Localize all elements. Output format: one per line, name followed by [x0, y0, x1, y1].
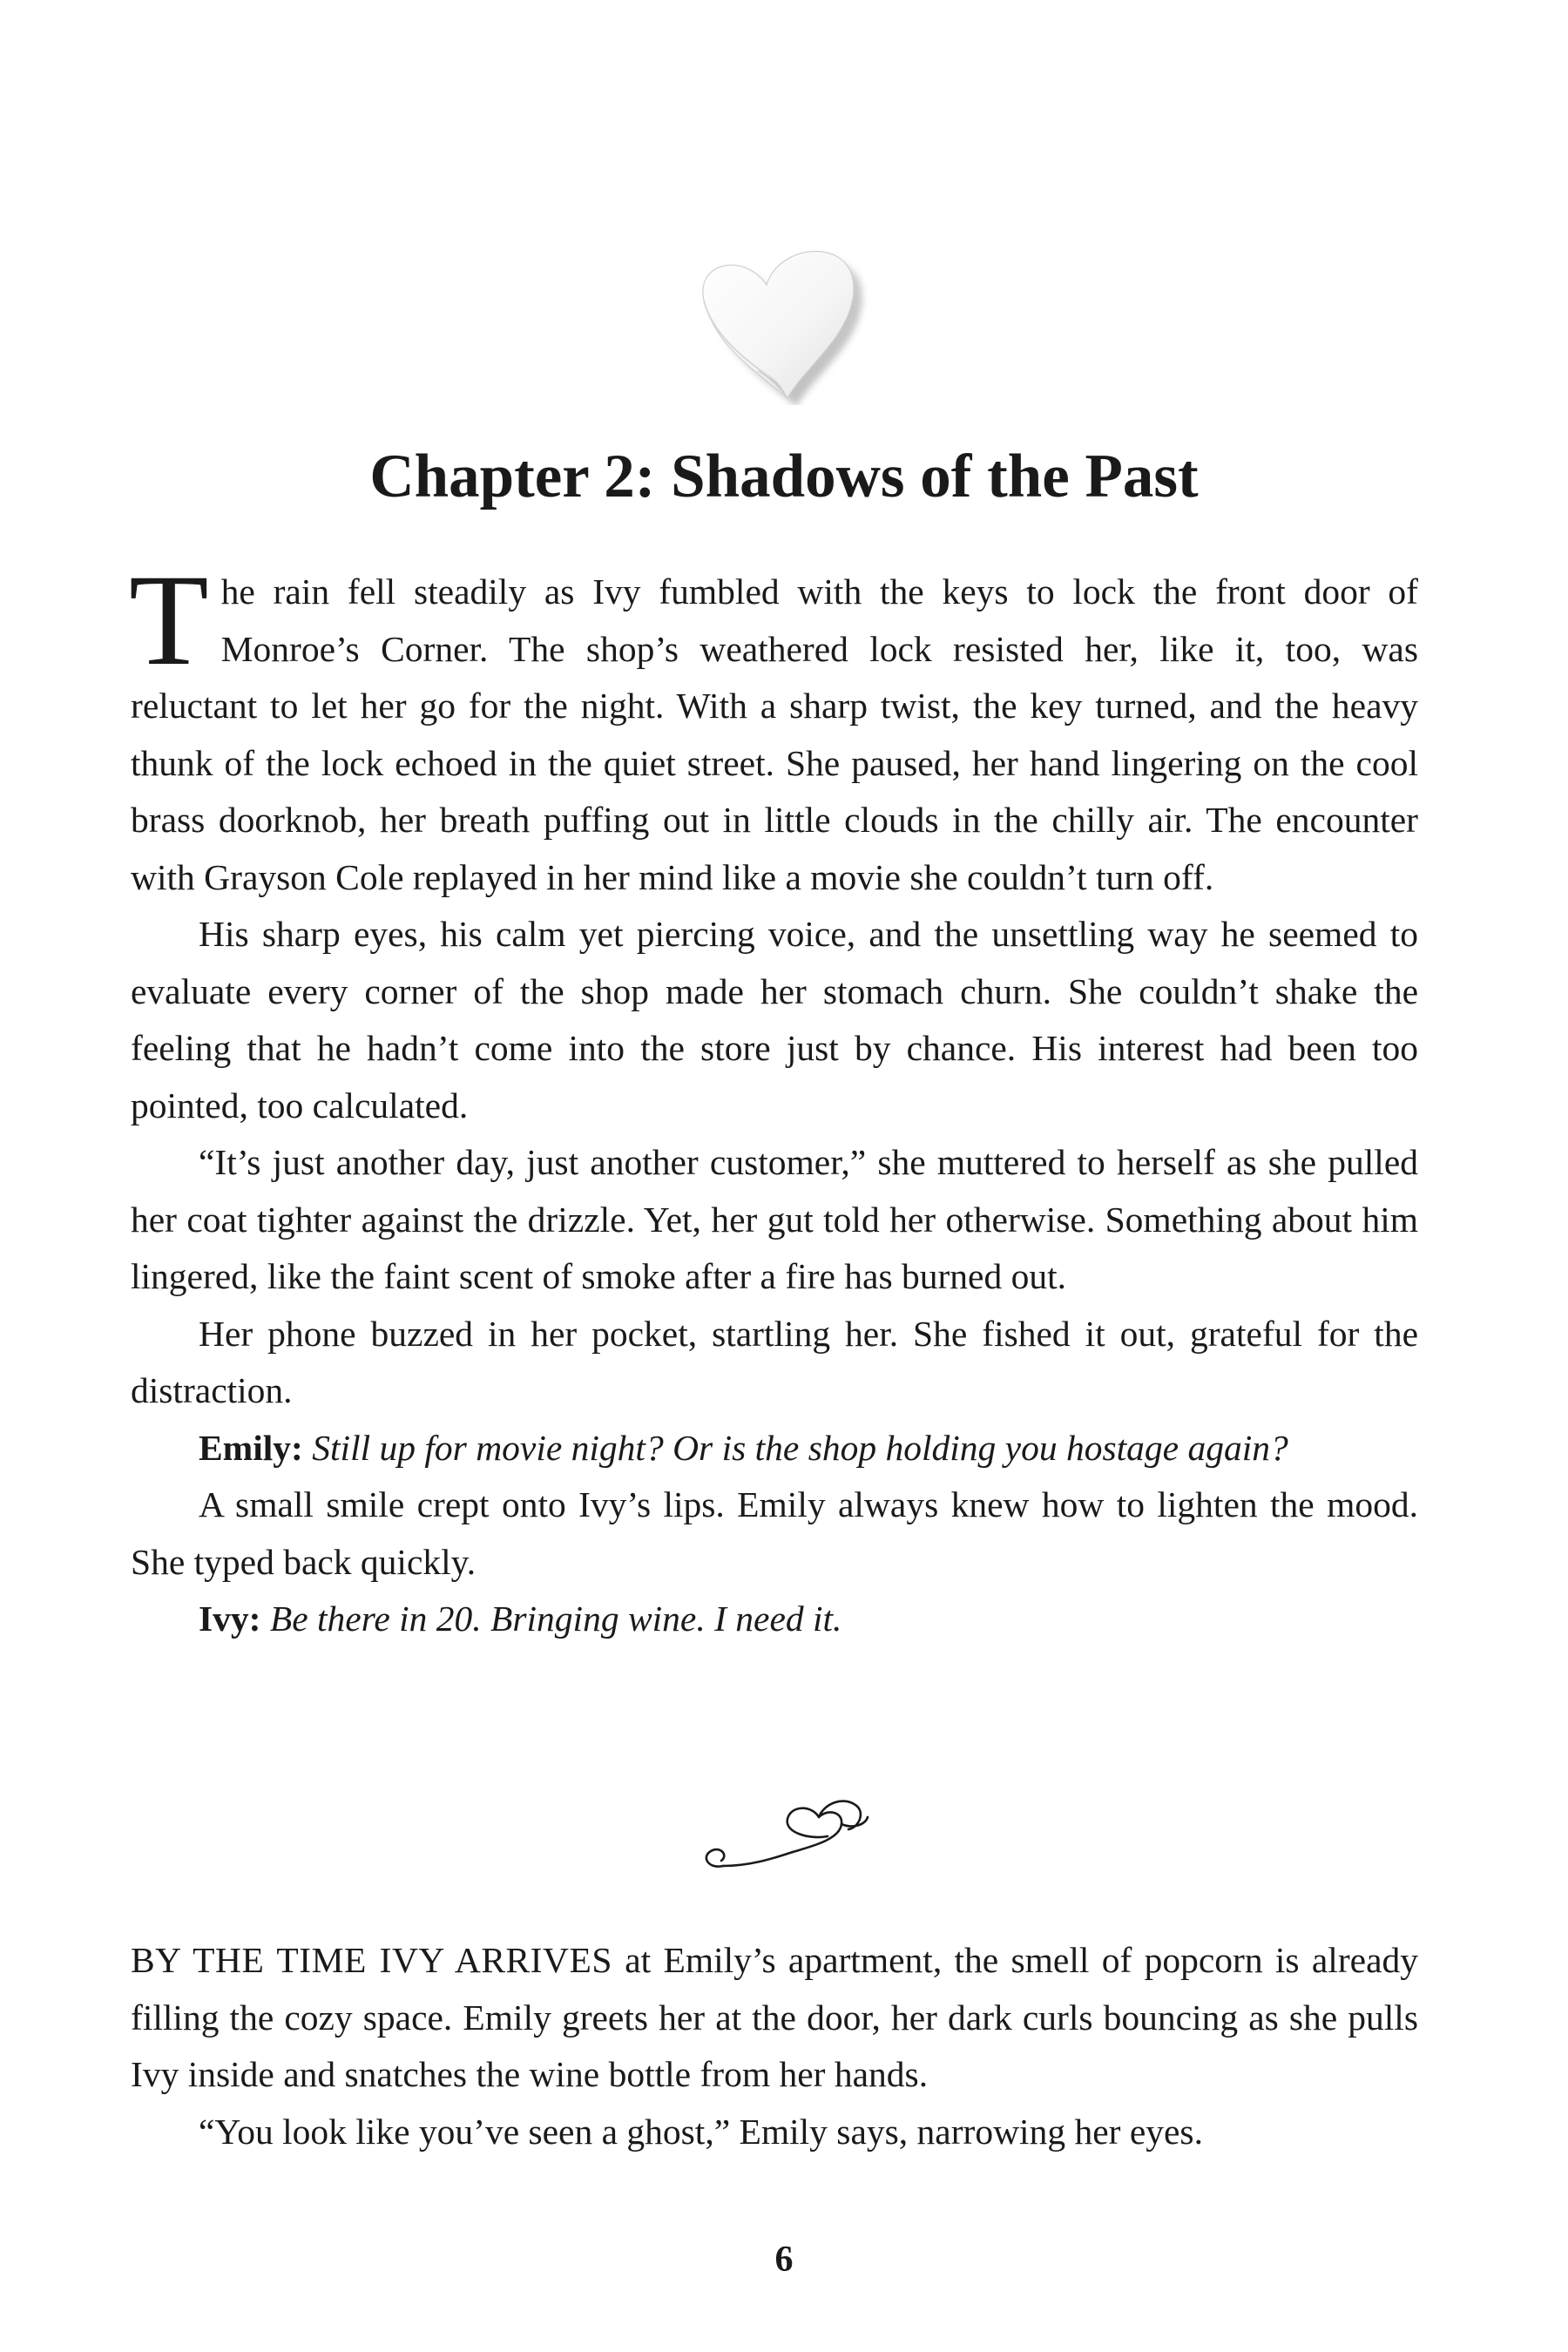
paragraph-section-2-dialogue: “You look like you’ve seen a ghost,” Emily says, narrowing her eyes.: [199, 2111, 1203, 2152]
page-number: 6: [774, 2240, 794, 2280]
paragraph-3: “It’s just another day, just another customer,” she muttered to herself as she pulled her coat tighter against the drizzle. Yet, her gut told her otherwise. Something about him lingered, like the faint scent of smoke after a fire has burned out.: [131, 1142, 1418, 1296]
paragraph-opening: [129, 548, 1418, 906]
section-lead-in: BY THE TIME IVY ARRIVES: [131, 1940, 612, 1980]
message-speaker: Ivy:: [199, 1598, 261, 1639]
chapter-title: Chapter 2: Shadows of the Past: [369, 443, 1199, 510]
chapter-section-2: [131, 1932, 1418, 2160]
drop-cap: T: [129, 548, 209, 693]
swirl-heart-divider-icon: [688, 1786, 880, 1882]
paragraph-section-2-text: at Emily’s apartment, the smell of popcorn is already filling the cozy space. Emily greets her at the door, her dark curls bouncing as she pulls Ivy inside and snatches the wine bottle from her hands.: [131, 1940, 1418, 2094]
paragraph-2: His sharp eyes, his calm yet piercing voice, and the unsettling way he seemed to evaluate every corner of the shop made her stomach churn. She couldn’t shake the feeling that he hadn’t come into the store just by chance. His interest had been too pointed, too calculated.: [131, 914, 1418, 1125]
heart-ornament-icon: [686, 231, 873, 405]
text-message-emily: [131, 1420, 1418, 1477]
text-message-ivy: [131, 1591, 1418, 1648]
paragraph-opening-text: he rain fell steadily as Ivy fumbled with the keys to lock the front door of Monroe’s Corner. The shop’s weathered lock resisted her, like it, too, was reluctant to let her go for the night. With a sharp twist, the key turned, and the heavy thunk of the lock echoed in the quiet street. She paused, her hand lingering on the cool brass doorknob, her breath puffing out in little clouds in the chilly air. The encounter with Grayson Cole replayed in her mind like a movie she couldn’t turn off.: [131, 571, 1418, 897]
chapter-section-1: [129, 548, 1418, 1648]
paragraph-4: Her phone buzzed in her pocket, startling her. She fished it out, grateful for the distraction.: [131, 1313, 1418, 1410]
paragraph-5: A small smile crept onto Ivy’s lips. Emily always knew how to lighten the mood. She typed back quickly.: [131, 1484, 1418, 1582]
message-speaker: Emily:: [199, 1427, 303, 1468]
paragraph-section-2-opening: [131, 1932, 1418, 2104]
message-text: Be there in 20. Bringing wine. I need it.: [269, 1598, 842, 1639]
message-text: Still up for movie night? Or is the shop holding you hostage again?: [312, 1427, 1288, 1468]
